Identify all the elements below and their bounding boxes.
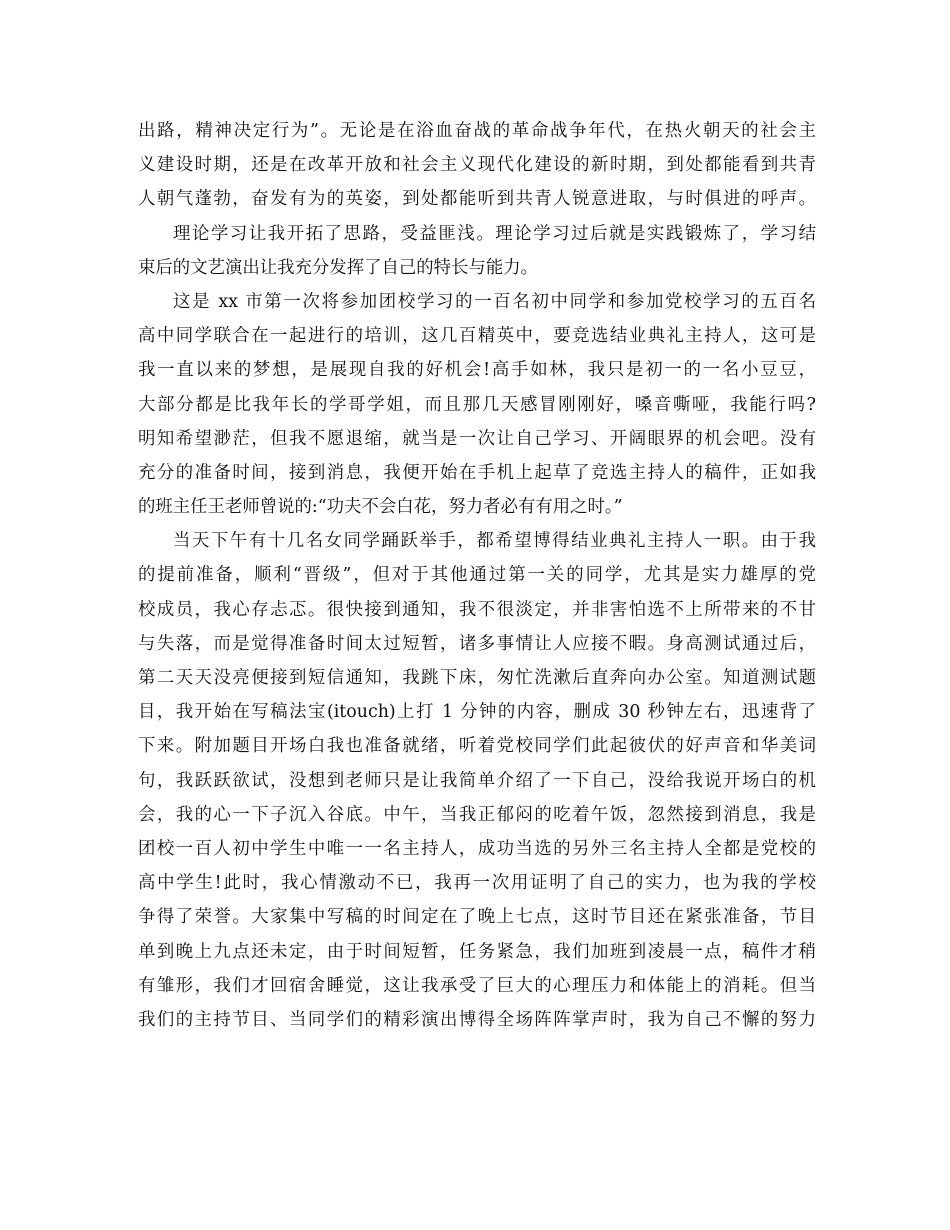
text-line: 义建设时期，还是在改革开放和社会主义现代化建设的新时期，到处都能看到共青 bbox=[138, 155, 816, 176]
text-line: 的班主任王老师曾说的:“功夫不会白花，努力者必有有用之时。” bbox=[138, 497, 623, 518]
text-line: 单到晚上九点还未定，由于时间短暂，任务紧急，我们加班到凌晨一点，稿件才稍 bbox=[138, 941, 816, 962]
document-body bbox=[138, 114, 816, 1037]
text-line: 这是 xx 市第一次将参加团校学习的一百名初中同学和参加党校学习的五百名 bbox=[173, 291, 816, 312]
text-line: 当天下午有十几名女同学踊跃举手，都希望博得结业典礼主持人一职。由于我 bbox=[173, 531, 816, 552]
text-line: 束后的文艺演出让我充分发挥了自己的特长与能力。 bbox=[138, 257, 538, 278]
text-line: 理论学习让我开拓了思路，受益匪浅。理论学习过后就是实践锻炼了，学习结 bbox=[173, 223, 816, 244]
text-line: 句，我跃跃欲试，没想到老师只是让我简单介绍了一下自己，没给我说开场白的机 bbox=[138, 770, 816, 791]
paragraph bbox=[138, 524, 816, 1037]
text-line: 下来。附加题目开场白我也准备就绪，听着党校同学们此起彼伏的好声音和华美词 bbox=[138, 736, 816, 757]
text-line: 校成员，我心存忐忑。很快接到通知，我不很淡定，并非害怕选不上所带来的不甘 bbox=[138, 599, 816, 620]
text-line: 高中同学联合在一起进行的培训，这几百精英中，要竞选结业典礼主持人，这可是 bbox=[138, 326, 816, 347]
text-line: 高中学生!此时，我心情激动不已，我再一次用证明了自己的实力，也为我的学校 bbox=[138, 873, 816, 894]
paragraph bbox=[138, 217, 816, 285]
text-line: 大部分都是比我年长的学哥学姐，而且那几天感冒刚刚好，嗓音嘶哑，我能行吗? bbox=[138, 394, 816, 415]
text-line: 人朝气蓬勃，奋发有为的英姿，到处都能听到共青人锐意进取，与时俱进的呼声。 bbox=[138, 189, 816, 210]
text-line: 我一直以来的梦想，是展现自我的好机会!高手如林，我只是初一的一名小豆豆， bbox=[138, 360, 816, 381]
text-line: 与失落，而是觉得准备时间太过短暂，诸多事情让人应接不暇。身高测试通过后， bbox=[138, 633, 816, 654]
text-line: 会，我的心一下子沉入谷底。中午，当我正郁闷的吃着午饭，忽然接到消息，我是 bbox=[138, 804, 816, 825]
text-line: 出路，精神决定行为”。无论是在浴血奋战的革命战争年代，在热火朝天的社会主 bbox=[138, 121, 816, 141]
text-line: 争得了荣誉。大家集中写稿的时间定在了晚上七点，这时节目还在紧张准备，节目 bbox=[138, 907, 816, 928]
text-line: 团校一百人初中学生中唯一一名主持人，成功当选的另外三名主持人全都是党校的 bbox=[138, 838, 816, 859]
paragraph bbox=[138, 114, 816, 217]
text-line: 的提前准备，顺利“晋级”，但对于其他通过第一关的同学，尤其是实力雄厚的党 bbox=[138, 565, 816, 586]
text-line: 第二天天没亮便接到短信通知，我跳下床，匆忙洗漱后直奔向办公室。知道测试题 bbox=[138, 668, 816, 688]
text-line: 目，我开始在写稿法宝(itouch)上打 1 分钟的内容，删成 30 秒钟左右，迅速背了 bbox=[138, 702, 816, 723]
text-line: 有雏形，我们才回宿舍睡觉，这让我承受了巨大的心理压力和体能上的消耗。但当 bbox=[138, 975, 816, 996]
text-line: 我们的主持节目、当同学们的精彩演出博得全场阵阵掌声时，我为自己不懈的努力 bbox=[138, 1009, 816, 1030]
paragraph bbox=[138, 285, 816, 524]
text-line: 充分的准备时间，接到消息，我便开始在手机上起草了竞选主持人的稿件，正如我 bbox=[138, 462, 816, 483]
text-line: 明知希望渺茫，但我不愿退缩，就当是一次让自己学习、开阔眼界的机会吧。没有 bbox=[138, 428, 816, 449]
